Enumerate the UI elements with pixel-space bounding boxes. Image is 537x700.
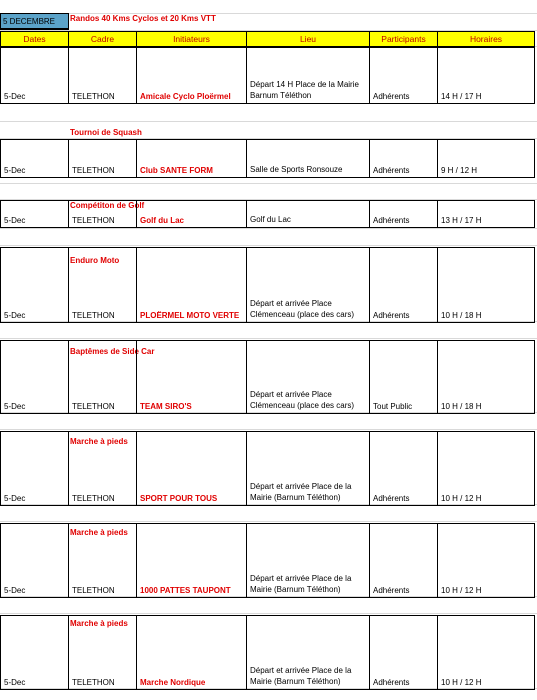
cadre-cell-text: TELETHON [72,586,115,595]
participants-cell-text: Adhérents [373,678,410,687]
date-cell-text: 5-Dec [4,92,26,101]
cadre-cell-text: TELETHON [72,166,115,175]
initiator-cell [136,523,247,598]
initiator-cell [136,200,247,228]
initiator-cell-text: SPORT POUR TOUS [140,494,218,503]
hours-cell-text: 10 H / 18 H [441,311,482,320]
column-header[interactable]: Participants [369,31,438,47]
hours-cell [437,431,535,506]
cadre-cell [68,139,137,178]
cadre-cell [68,431,137,506]
cadre-cell [68,615,137,690]
location-cell-text: Départ et arrivée Place de la Mairie (Barnum Téléthon) [250,574,352,594]
gridline [0,429,537,430]
gridline [0,521,537,522]
hours-cell-text: 10 H / 18 H [441,402,482,411]
gridline [0,338,537,339]
hours-cell [437,200,535,228]
cadre-cell [68,200,137,228]
hours-cell-text: 10 H / 12 H [441,586,482,595]
event-title: Marche à pieds [70,436,128,446]
hours-cell-text: 9 H / 12 H [441,166,478,175]
date-label: 5 DECEMBRE [0,13,69,30]
participants-cell [369,523,438,598]
location-cell-text: Salle de Sports Ronsouze [250,165,343,174]
initiator-cell-text: Amicale Cyclo Ploërmel [140,92,231,101]
hours-cell [437,523,535,598]
participants-cell [369,615,438,690]
column-header[interactable]: Lieu [246,31,370,47]
date-cell-text: 5-Dec [4,586,26,595]
cadre-cell-text: TELETHON [72,216,115,225]
cadre-cell [68,47,137,104]
hours-cell-text: 10 H / 12 H [441,678,482,687]
participants-cell-text: Adhérents [373,166,410,175]
hours-cell-text: 10 H / 12 H [441,494,482,503]
date-cell-text: 5-Dec [4,166,26,175]
cadre-cell [68,340,137,414]
participants-cell [369,47,438,104]
participants-cell [369,247,438,323]
participants-cell-text: Adhérents [373,494,410,503]
initiator-cell [136,139,247,178]
initiator-cell-text: Golf du Lac [140,216,184,225]
location-cell-text: Golf du Lac [250,215,291,224]
event-title: Enduro Moto [70,255,120,265]
date-cell-text: 5-Dec [4,311,26,320]
cadre-cell [68,247,137,323]
cadre-cell [68,523,137,598]
event-title: Randos 40 Kms Cyclos et 20 Kms VTT [70,13,216,23]
date-cell [0,431,69,506]
location-cell [246,340,370,414]
participants-cell [369,431,438,506]
event-title: Marche à pieds [70,618,128,628]
location-cell [246,431,370,506]
participants-cell-text: Adhérents [373,216,410,225]
initiator-cell-text: 1000 PATTES TAUPONT [140,586,231,595]
participants-cell [369,139,438,178]
initiator-cell [136,431,247,506]
gridline [0,613,537,614]
hours-cell [437,247,535,323]
hours-cell [437,139,535,178]
participants-cell-text: Adhérents [373,311,410,320]
participants-cell-text: Adhérents [373,92,410,101]
initiator-cell [136,340,247,414]
location-cell-text: Départ et arrivée Place Clémenceau (place des cars) [250,299,355,319]
event-title: Marche à pieds [70,527,128,537]
hours-cell-text: 14 H / 17 H [441,92,482,101]
location-cell [246,615,370,690]
location-cell [246,139,370,178]
date-cell [0,139,69,178]
date-cell [0,47,69,104]
participants-cell [369,340,438,414]
initiator-cell-text: TEAM SIRO'S [140,402,192,411]
initiator-cell [136,47,247,104]
initiator-cell-text: Club SANTE FORM [140,166,213,175]
event-title: Baptêmes de Side Car [70,346,155,356]
location-cell-text: Départ 14 H Place de la Mairie Barnum Téléthon [250,80,359,100]
event-title: Compétiton de Golf [70,200,145,210]
hours-cell [437,47,535,104]
column-header[interactable]: Horaires [437,31,535,47]
cadre-cell-text: TELETHON [72,311,115,320]
hours-cell [437,615,535,690]
event-title: Tournoi de Squash [70,127,142,137]
location-cell [246,47,370,104]
participants-cell-text: Tout Public [373,402,413,411]
initiator-cell [136,615,247,690]
gridline [0,121,537,122]
date-cell [0,615,69,690]
initiator-cell-text: Marche Nordique [140,678,206,687]
cadre-cell-text: TELETHON [72,494,115,503]
date-cell-text: 5-Dec [4,216,26,225]
column-header[interactable]: Dates [0,31,69,47]
cadre-cell-text: TELETHON [72,678,115,687]
date-cell [0,340,69,414]
column-header[interactable]: Cadre [68,31,137,47]
hours-cell-text: 13 H / 17 H [441,216,482,225]
location-cell-text: Départ et arrivée Place de la Mairie (Barnum Téléthon) [250,666,352,686]
cadre-cell-text: TELETHON [72,92,115,101]
date-cell-text: 5-Dec [4,402,26,411]
initiator-cell [136,247,247,323]
location-cell-text: Départ et arrivée Place de la Mairie (Barnum Téléthon) [250,482,352,502]
location-cell-text: Départ et arrivée Place Clémenceau (place des cars) [250,390,355,410]
gridline [0,228,537,229]
cadre-cell-text: TELETHON [72,402,115,411]
hours-cell [437,340,535,414]
location-cell [246,247,370,323]
date-cell [0,200,69,228]
participants-cell [369,200,438,228]
date-cell-text: 5-Dec [4,678,26,687]
gridline [0,183,537,184]
gridline [0,245,537,246]
participants-cell-text: Adhérents [373,586,410,595]
date-cell-text: 5-Dec [4,494,26,503]
location-cell [246,523,370,598]
initiator-cell-text: PLOËRMEL MOTO VERTE [140,311,240,320]
date-cell [0,247,69,323]
date-cell [0,523,69,598]
location-cell [246,200,370,228]
column-header[interactable]: Initiateurs [136,31,247,47]
